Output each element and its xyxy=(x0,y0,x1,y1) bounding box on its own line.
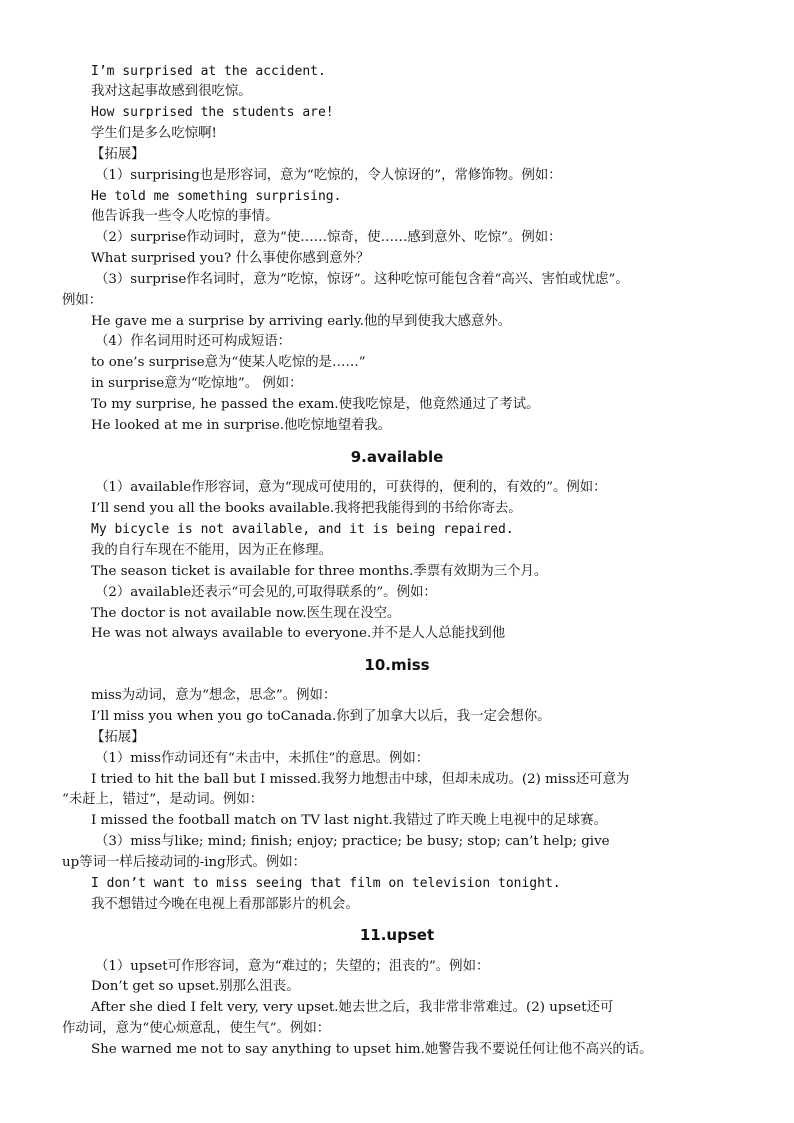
text-line: （1）available作形容词，意为“现成可使用的，可获得的，便利的，有效的”。例如： xyxy=(95,480,607,495)
text-line: （2）surprise作动词时，意为“使……惊奇，使……感到意外、吃惊”。例如： xyxy=(95,230,562,245)
text-line: How surprised the students are! xyxy=(91,105,334,120)
text-line: I tried to hit the ball but I missed.我努力地想击中球，但却未成功。(2) miss还可意为 xyxy=(91,772,630,787)
text-line: miss为动词，意为“想念，思念”。例如： xyxy=(91,688,337,703)
expand-label: 【拓展】 xyxy=(91,147,145,162)
text-line: （4）作名词用时还可构成短语： xyxy=(95,334,291,349)
text-line: He was not always available to everyone.并不是人人总能找到他 xyxy=(91,626,506,641)
text-line: （1）miss作动词还有“未击中，未抓住”的意思。例如： xyxy=(95,751,430,766)
section-heading-available: 9.available xyxy=(350,448,444,466)
text-line: 作动词，意为“使心烦意乱，使生气”。例如： xyxy=(62,1021,331,1036)
text-line: Don’t get so upset.别那么沮丧。 xyxy=(91,979,300,994)
text-line: in surprise意为“吃惊地”。 例如： xyxy=(91,376,303,391)
text-line: The season ticket is available for three months.季票有效期为三个月。 xyxy=(91,564,548,579)
text-line: “未赶上，错过”，是动词。例如： xyxy=(62,792,264,807)
text-line: I missed the football match on TV last night.我错过了昨天晚上电视中的足球赛。 xyxy=(91,813,608,828)
text-line: She warned me not to say anything to upset him.她警告我不要说任何让他不高兴的话。 xyxy=(91,1042,653,1057)
text-line: 他告诉我一些令人吃惊的事情。 xyxy=(91,209,279,224)
text-line: 我的自行车现在不能用，因为正在修理。 xyxy=(91,543,333,558)
section-heading-miss: 10.miss xyxy=(364,656,430,674)
expand-label: 【拓展】 xyxy=(91,730,145,745)
text-line: He looked at me in surprise.他吃惊地望着我。 xyxy=(91,418,392,433)
text-line: up等词一样后接动词的-ing形式。例如： xyxy=(62,855,307,870)
text-line: I’m surprised at the accident. xyxy=(91,64,326,79)
text-line: to one’s surprise意为“使某人吃惊的是……” xyxy=(91,355,366,370)
text-line: （3）surprise作名词时，意为“吃惊，惊讶”。这种吃惊可能包含着“高兴、害怕或忧虑”。 xyxy=(95,272,629,287)
text-line: （2）available还表示“可会见的,可取得联系的”。例如： xyxy=(95,585,437,600)
text-line: （3）miss与like; mind; finish; enjoy; practice; be busy; stop; can’t help; give xyxy=(95,834,610,849)
text-line: To my surprise, he passed the exam.使我吃惊是，他竟然通过了考试。 xyxy=(91,397,540,412)
text-line: He told me something surprising. xyxy=(91,189,342,204)
text-line: What surprised you? 什么事使你感到意外？ xyxy=(91,251,370,266)
section-heading-upset: 11.upset xyxy=(359,926,435,944)
text-line: 我不想错过今晚在电视上看那部影片的机会。 xyxy=(91,897,359,912)
text-line: I’ll miss you when you go toCanada.你到了加拿大以后，我一定会想你。 xyxy=(91,709,551,724)
text-line: 例如： xyxy=(62,293,103,308)
text-line: After she died I felt very, very upset.她去世之后，我非常非常难过。(2) upset还可 xyxy=(91,1000,614,1015)
text-line: （1）upset可作形容词，意为“难过的；失望的；沮丧的”。例如： xyxy=(95,959,490,974)
text-line: 学生们是多么吃惊啊! xyxy=(91,126,217,141)
text-line: The doctor is not available now.医生现在没空。 xyxy=(91,606,401,621)
text-line: I’ll send you all the books available.我将把我能得到的书给你寄去。 xyxy=(91,501,522,516)
text-line: I don’t want to miss seeing that film on television tonight. xyxy=(91,876,561,891)
text-line: He gave me a surprise by arriving early.他的早到使我大感意外。 xyxy=(91,314,512,329)
text-line: （1）surprising也是形容词，意为“吃惊的，令人惊讶的”，常修饰物。例如： xyxy=(95,168,562,183)
text-line: My bicycle is not available, and it is being repaired. xyxy=(91,522,514,537)
text-line: 我对这起事故感到很吃惊。 xyxy=(91,84,252,99)
